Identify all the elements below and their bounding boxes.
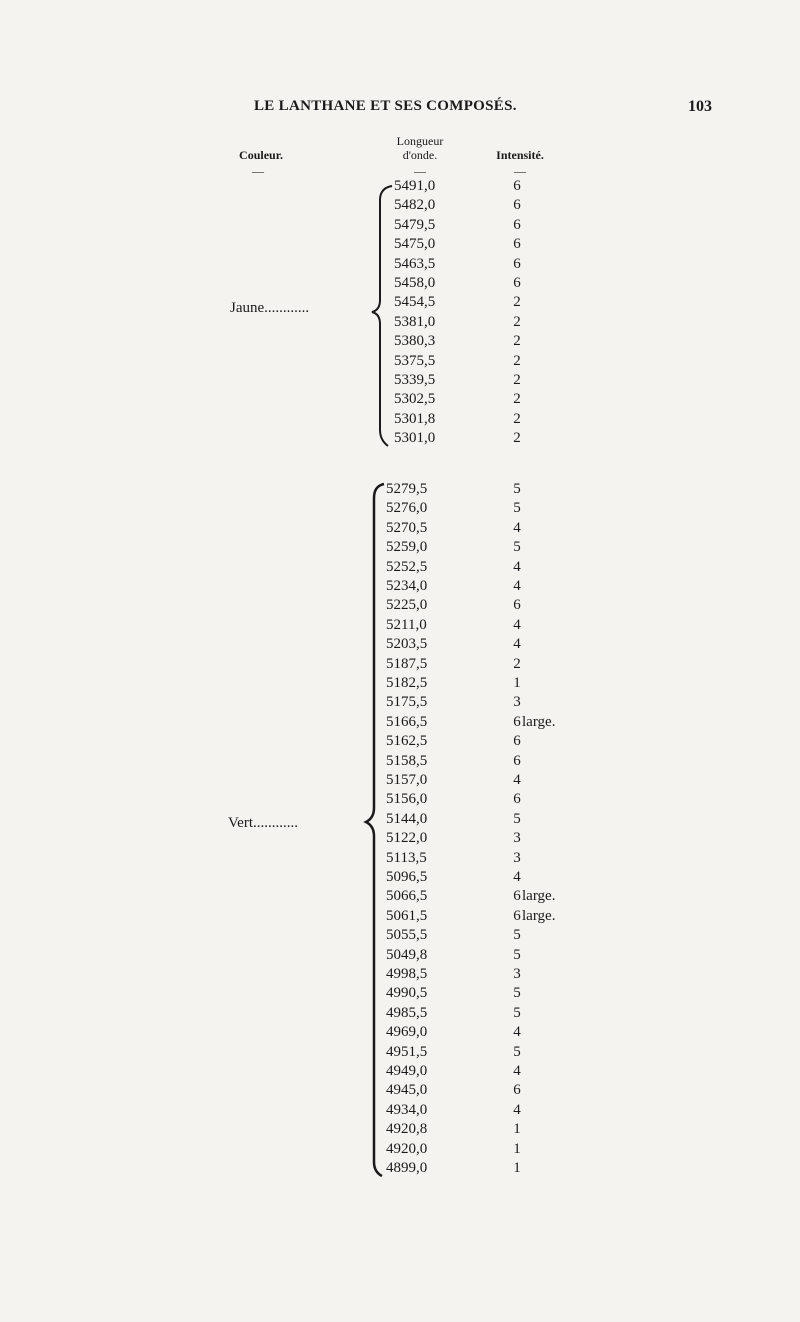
wavelength-value: 5279,5 <box>386 481 428 497</box>
wavelength-value: 5301,8 <box>394 410 436 427</box>
intensity-value: 1 <box>513 1121 521 1138</box>
wavelength-value: 5225,0 <box>386 597 428 614</box>
intensity-value: 5 <box>513 500 521 517</box>
wavelength-value: 5182,5 <box>386 675 428 691</box>
column-header-longueur-line1: Longueur <box>396 134 444 148</box>
table-row <box>0 430 800 450</box>
intensity-value: 5 <box>513 481 521 497</box>
table-row <box>0 1005 800 1025</box>
intensity-value: 5 <box>513 810 521 827</box>
table-row <box>0 1063 800 1083</box>
wavelength-value: 4990,5 <box>386 985 428 1002</box>
intensity-value: 1 <box>513 1140 521 1157</box>
table-row <box>0 1121 800 1141</box>
column-dash-intensite: — <box>514 164 526 178</box>
wavelength-value: 5162,5 <box>386 733 428 750</box>
table-row <box>0 391 800 411</box>
intensity-value: 6 <box>513 791 521 808</box>
table-row <box>0 1141 800 1161</box>
table-row <box>0 578 800 598</box>
wavelength-value: 5491,0 <box>394 178 436 194</box>
intensity-note: large. <box>522 907 556 924</box>
wavelength-value: 5113,5 <box>386 849 427 866</box>
table-row <box>0 966 800 986</box>
intensity-value: 6 <box>513 275 521 291</box>
intensity-value: 6 <box>513 597 521 614</box>
intensity-value: 4 <box>513 558 521 575</box>
intensity-value: 2 <box>513 313 521 330</box>
intensity-value: 4 <box>513 578 521 594</box>
intensity-value: 4 <box>513 636 521 653</box>
table-row <box>0 869 800 889</box>
intensity-value: 4 <box>513 1024 521 1041</box>
intensity-value: 6 <box>513 907 521 924</box>
wavelength-value: 5301,0 <box>394 430 436 447</box>
intensity-value: 1 <box>513 1160 521 1176</box>
table-row <box>0 597 800 617</box>
intensity-value: 5 <box>513 985 521 1002</box>
wavelength-value: 5252,5 <box>386 558 428 575</box>
intensity-value: 6 <box>513 178 521 194</box>
intensity-value: 4 <box>513 1101 521 1118</box>
wavelength-value: 5055,5 <box>386 927 428 944</box>
column-dash-couleur: — <box>252 164 264 178</box>
table-row <box>0 294 800 314</box>
table-row <box>0 733 800 753</box>
column-header-intensite: Intensité. <box>496 148 544 162</box>
wavelength-value: 5122,0 <box>386 830 428 847</box>
table-row <box>0 617 800 637</box>
table-row <box>0 314 800 334</box>
intensity-value: 2 <box>513 391 521 408</box>
table-row <box>0 927 800 947</box>
column-dash-longueur: — <box>414 164 426 178</box>
wavelength-value: 5049,8 <box>386 946 428 963</box>
running-title: LE LANTHANE ET SES COMPOSÉS. <box>254 98 517 114</box>
intensity-value: 2 <box>513 372 521 388</box>
intensity-value: 2 <box>513 655 521 672</box>
wavelength-value: 5157,0 <box>386 772 428 788</box>
table-row <box>0 714 800 734</box>
wavelength-value: 5458,0 <box>394 275 436 291</box>
group-label-vert: Vert............ <box>228 815 298 831</box>
table-row <box>0 850 800 870</box>
wavelength-value: 5175,5 <box>386 694 428 711</box>
wavelength-value: 5302,5 <box>394 391 436 408</box>
intensity-value: 4 <box>513 519 521 536</box>
intensity-value: 1 <box>513 675 521 691</box>
intensity-value: 5 <box>513 1004 521 1021</box>
wavelength-value: 5187,5 <box>386 655 428 672</box>
table-row <box>0 1160 800 1180</box>
wavelength-value: 5454,5 <box>394 294 436 311</box>
intensity-value: 6 <box>513 197 521 214</box>
wavelength-value: 5211,0 <box>386 616 427 633</box>
wavelength-value: 4949,0 <box>386 1063 428 1079</box>
wavelength-value: 5061,5 <box>386 907 428 924</box>
table-row <box>0 1082 800 1102</box>
group-label-jaune: Jaune............ <box>230 300 310 316</box>
table-row <box>0 353 800 373</box>
wavelength-value: 5479,5 <box>394 216 436 233</box>
wavelength-value: 5380,3 <box>394 333 436 350</box>
wavelength-value: 5463,5 <box>394 255 436 272</box>
intensity-value: 3 <box>513 966 521 982</box>
wavelength-value: 5475,0 <box>394 236 436 253</box>
table-row <box>0 811 800 831</box>
table-row <box>0 791 800 811</box>
wavelength-value: 4945,0 <box>386 1082 428 1099</box>
table-row <box>0 539 800 559</box>
intensity-value: 5 <box>513 927 521 944</box>
wavelength-value: 5270,5 <box>386 519 428 536</box>
wavelength-value: 4951,5 <box>386 1043 428 1060</box>
intensity-value: 2 <box>513 410 521 427</box>
wavelength-value: 4998,5 <box>386 966 428 982</box>
wavelength-value: 5234,0 <box>386 578 428 594</box>
table-row <box>0 1102 800 1122</box>
wavelength-value: 4985,5 <box>386 1004 428 1021</box>
intensity-value: 4 <box>513 616 521 633</box>
table-row <box>0 985 800 1005</box>
table-row <box>0 520 800 540</box>
table-row <box>0 481 800 501</box>
column-header-couleur: Couleur. <box>239 148 283 162</box>
table-row <box>0 500 800 520</box>
intensity-value: 5 <box>513 1043 521 1060</box>
wavelength-value: 4934,0 <box>386 1101 428 1118</box>
table-row <box>0 694 800 714</box>
intensity-value: 6 <box>513 216 521 233</box>
intensity-value: 4 <box>513 869 521 885</box>
table-row <box>0 656 800 676</box>
intensity-value: 6 <box>513 733 521 750</box>
intensity-value: 5 <box>513 539 521 556</box>
wavelength-value: 5156,0 <box>386 791 428 808</box>
wavelength-value: 5375,5 <box>394 352 436 369</box>
intensity-value: 2 <box>513 352 521 369</box>
table-row <box>0 411 800 431</box>
wavelength-value: 5158,5 <box>386 752 428 769</box>
intensity-value: 3 <box>513 849 521 866</box>
page-number: 103 <box>688 98 712 115</box>
table-row <box>0 636 800 656</box>
wavelength-value: 5096,5 <box>386 869 428 885</box>
wavelength-value: 4920,0 <box>386 1140 428 1157</box>
table-row <box>0 888 800 908</box>
intensity-value: 3 <box>513 830 521 847</box>
intensity-value: 6 <box>513 236 521 253</box>
intensity-value: 2 <box>513 333 521 350</box>
wavelength-value: 5166,5 <box>386 713 428 730</box>
intensity-value: 4 <box>513 772 521 788</box>
wavelength-value: 4969,0 <box>386 1024 428 1041</box>
wavelength-value: 5203,5 <box>386 636 428 653</box>
intensity-note: large. <box>522 713 556 730</box>
table-row <box>0 333 800 353</box>
wavelength-value: 5066,5 <box>386 888 428 905</box>
wavelength-value: 5381,0 <box>394 313 436 330</box>
wavelength-value: 5259,0 <box>386 539 428 556</box>
table-row <box>0 275 800 295</box>
table-row <box>0 256 800 276</box>
table-row <box>0 772 800 792</box>
intensity-value: 4 <box>513 1063 521 1079</box>
table-row <box>0 372 800 392</box>
table-row <box>0 947 800 967</box>
intensity-value: 5 <box>513 946 521 963</box>
intensity-note: large. <box>522 888 556 905</box>
intensity-value: 3 <box>513 694 521 711</box>
table-row <box>0 217 800 237</box>
intensity-value: 2 <box>513 430 521 447</box>
table-row <box>0 1024 800 1044</box>
wavelength-value: 4899,0 <box>386 1160 428 1176</box>
table-row <box>0 559 800 579</box>
table-row <box>0 1044 800 1064</box>
intensity-value: 6 <box>513 752 521 769</box>
intensity-value: 6 <box>513 255 521 272</box>
table-row <box>0 753 800 773</box>
table-row <box>0 908 800 928</box>
intensity-value: 6 <box>513 713 521 730</box>
intensity-value: 6 <box>513 1082 521 1099</box>
wavelength-value: 5144,0 <box>386 810 428 827</box>
wavelength-value: 5276,0 <box>386 500 428 517</box>
intensity-value: 6 <box>513 888 521 905</box>
table-row <box>0 830 800 850</box>
column-header-longueur-line2: d'onde. <box>402 148 438 162</box>
wavelength-value: 5482,0 <box>394 197 436 214</box>
table-row <box>0 197 800 217</box>
table-row <box>0 675 800 695</box>
wavelength-value: 5339,5 <box>394 372 436 388</box>
wavelength-value: 4920,8 <box>386 1121 428 1138</box>
table-row <box>0 178 800 198</box>
intensity-value: 2 <box>513 294 521 311</box>
table-row <box>0 236 800 256</box>
